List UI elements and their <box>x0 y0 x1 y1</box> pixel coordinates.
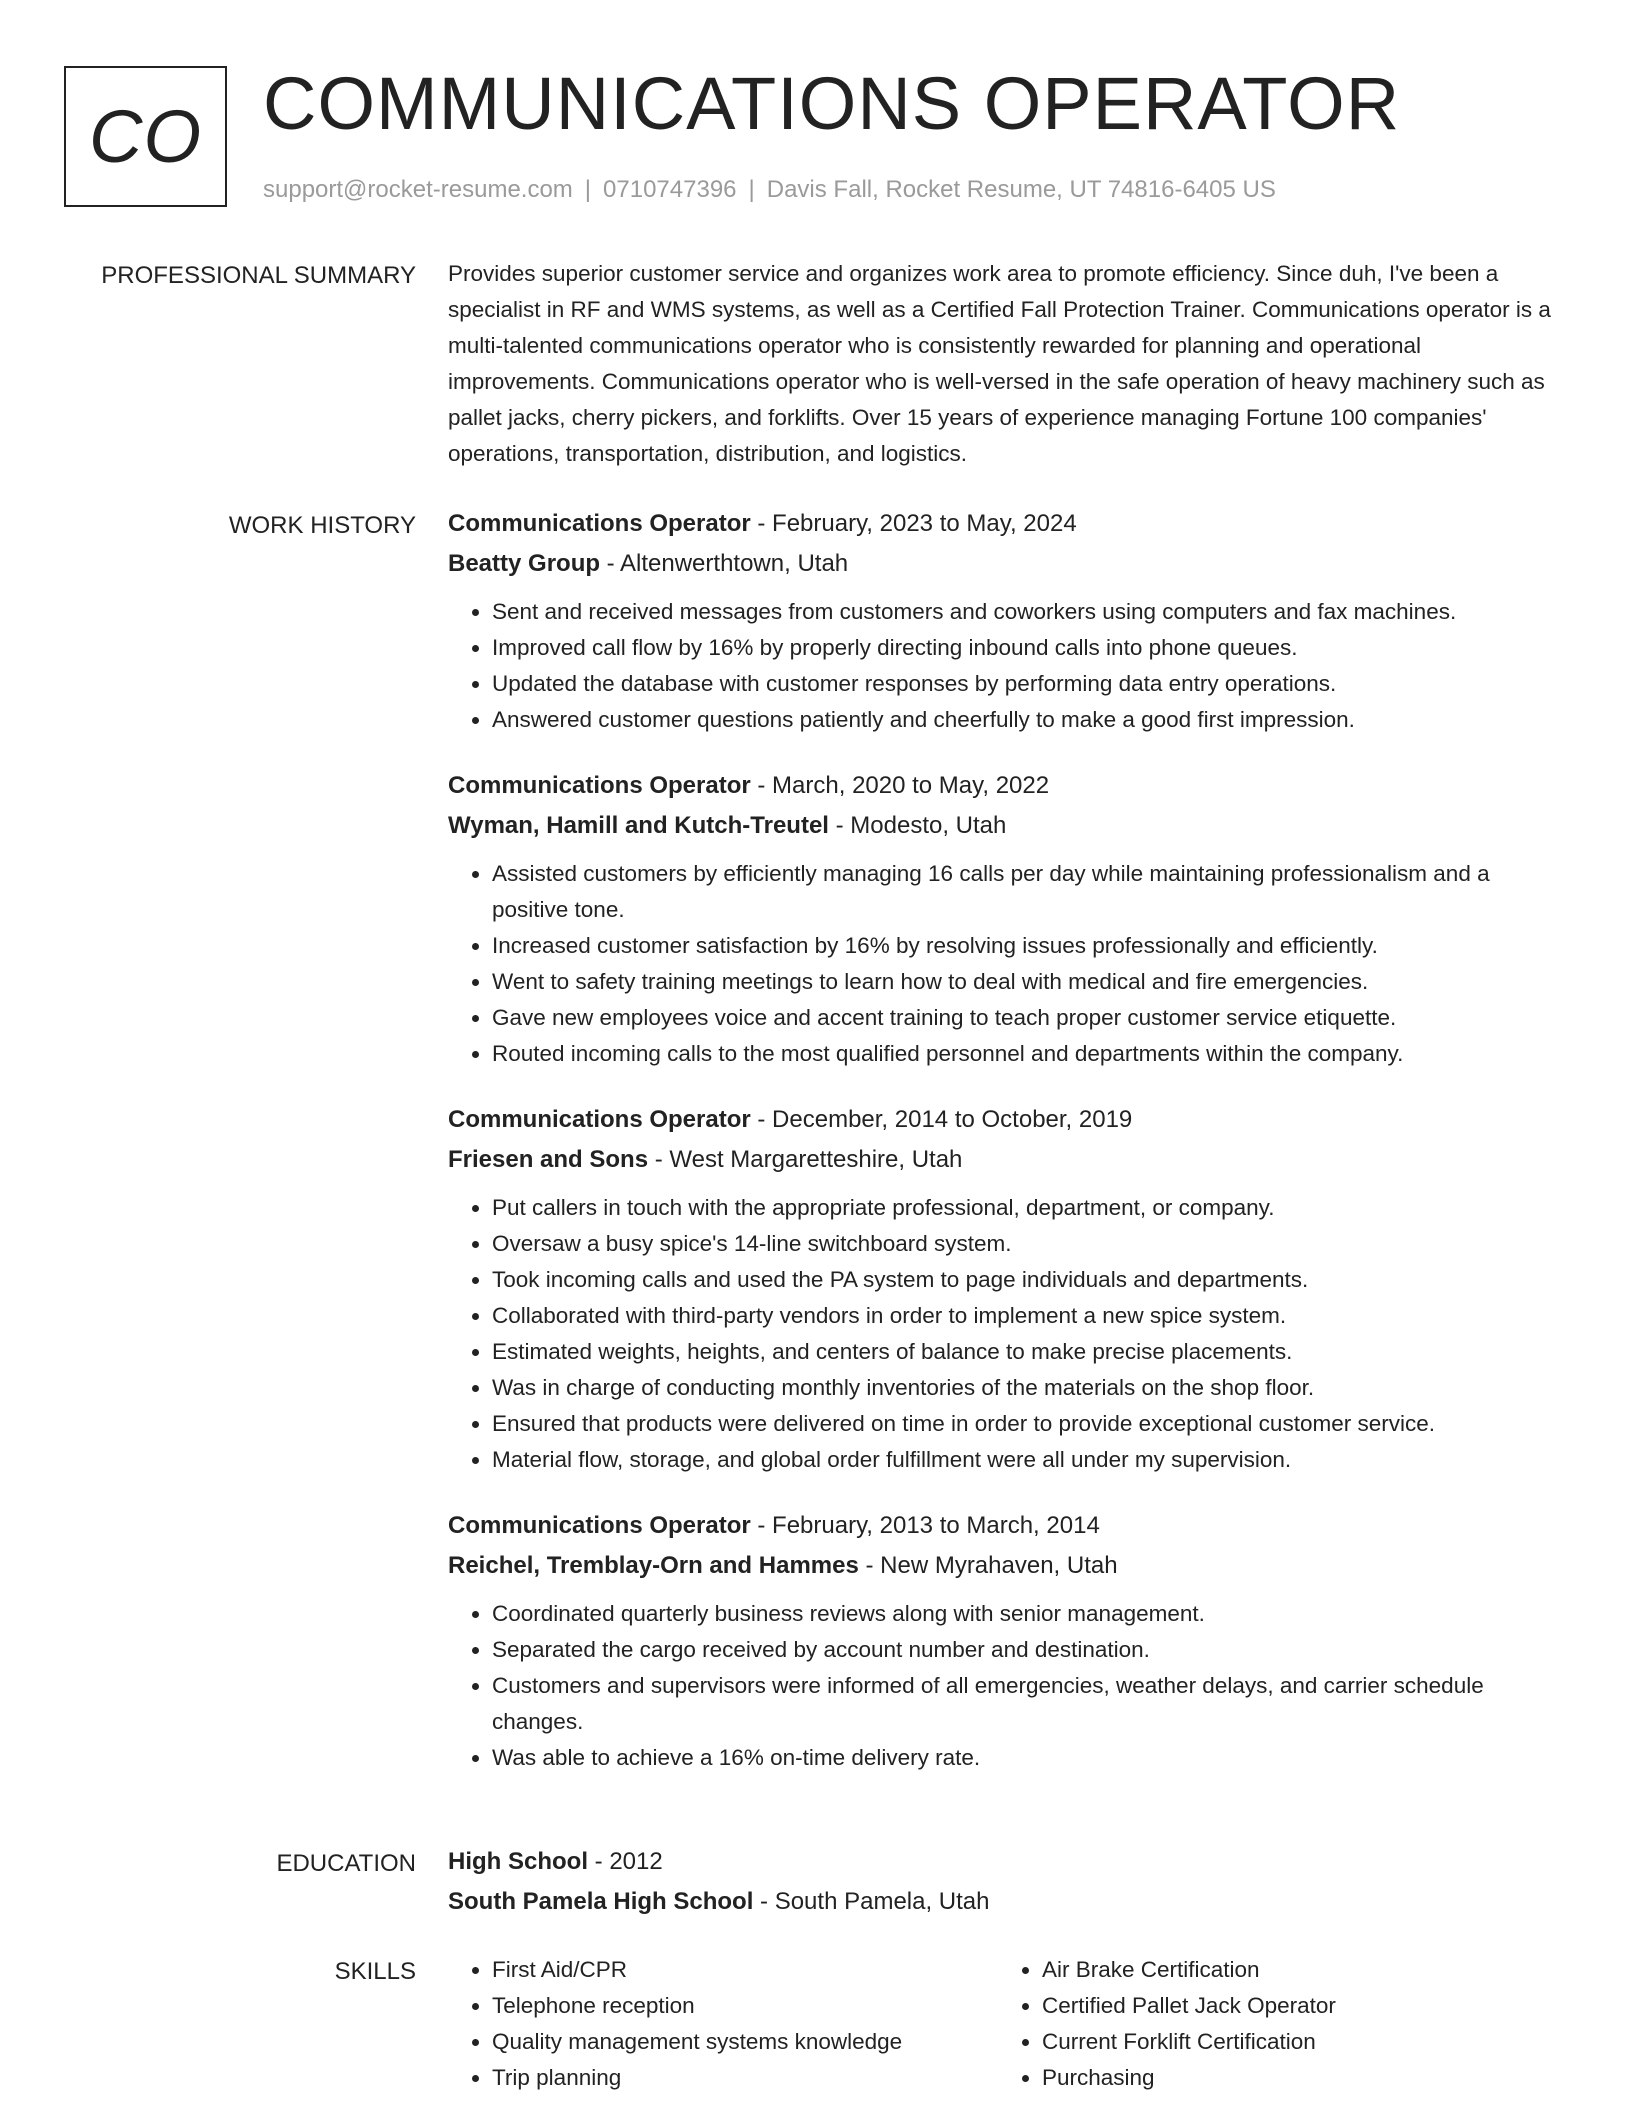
contact-phone[interactable]: 0710747396 <box>603 176 737 203</box>
job-entry <box>448 1506 1568 1776</box>
job-duty: • Ensured that products were delivered on time in order to provide exceptional customer service. <box>492 1406 1568 1442</box>
job-company: Wyman, Hamill and Kutch-Treutel <box>448 812 829 839</box>
monogram-initials: CO <box>89 95 202 178</box>
job-location: - West Margaretteshire, Utah <box>648 1146 963 1173</box>
job-entry <box>448 766 1568 1072</box>
job-duties-list <box>448 594 1568 738</box>
job-duty: • Material flow, storage, and global order fulfillment were all under my supervision. <box>492 1442 1568 1478</box>
job-duties-list <box>448 1190 1568 1478</box>
job-duty: • Gave new employees voice and accent training to teach proper customer service etiquette. <box>492 1000 1568 1036</box>
job-entry <box>448 1100 1568 1478</box>
contact-separator: | <box>748 176 755 203</box>
work-history-heading: WORK HISTORY <box>228 512 416 539</box>
skill-item: • Trip planning <box>492 2060 998 2096</box>
skills-column-left <box>448 1952 998 2096</box>
skills-grid <box>448 1952 1568 2096</box>
skill-item: • Telephone reception <box>492 1988 998 2024</box>
job-duty: • Was in charge of conducting monthly inventories of the materials on the shop floor. <box>492 1370 1568 1406</box>
job-duty: • Answered customer questions patiently and cheerfully to make a good first impression. <box>492 702 1568 738</box>
job-title: Communications Operator <box>448 1512 751 1539</box>
job-title-line <box>448 504 1568 544</box>
skill-item: • Air Brake Certification <box>1042 1952 1548 1988</box>
contact-line <box>263 176 1276 204</box>
education-year: - 2012 <box>588 1848 663 1875</box>
job-title-line <box>448 1100 1568 1140</box>
job-company: Friesen and Sons <box>448 1146 649 1173</box>
job-duty: • Collaborated with third-party vendors in order to implement a new spice system. <box>492 1298 1568 1334</box>
contact-address: Davis Fall, Rocket Resume, UT 74816-6405 US <box>766 176 1276 203</box>
education-degree-line <box>448 1842 1568 1882</box>
job-duty: • Separated the cargo received by account number and destination. <box>492 1632 1568 1668</box>
skill-item: • Purchasing <box>1042 2060 1548 2096</box>
education-degree: High School <box>448 1848 588 1875</box>
job-company-line <box>448 806 1568 846</box>
job-duty: • Assisted customers by efficiently managing 16 calls per day while maintaining professionalism and a positive tone. <box>492 856 1568 928</box>
skill-item: • First Aid/CPR <box>492 1952 998 1988</box>
job-company: Reichel, Tremblay-Orn and Hammes <box>448 1552 859 1579</box>
job-dates: - March, 2020 to May, 2022 <box>750 772 1050 799</box>
job-company-line <box>448 1140 1568 1180</box>
job-duty: • Took incoming calls and used the PA system to page individuals and departments. <box>492 1262 1568 1298</box>
job-location: - New Myrahaven, Utah <box>858 1552 1118 1579</box>
skills-heading: SKILLS <box>334 1958 416 1985</box>
education-location: - South Pamela, Utah <box>753 1888 990 1915</box>
education-heading: EDUCATION <box>276 1850 416 1877</box>
skill-item: • Current Forklift Certification <box>1042 2024 1548 2060</box>
job-duty: • Coordinated quarterly business reviews along with senior management. <box>492 1596 1568 1632</box>
job-duty: • Went to safety training meetings to learn how to deal with medical and fire emergencies. <box>492 964 1568 1000</box>
summary-text: Provides superior customer service and organizes work area to promote efficiency. Since duh, I've been a specialist in RF and WMS systems, as well as a Certified Fall Protection Trainer. Communications operator is a multi-talented communications operator who is consistently rewarded for planning and operational improvements. Communications operator who is well-versed in the safe operation of heavy machinery such as pallet jacks, cherry pickers, and forklifts. Over 15 years of experience managing Fortune 100 companies' operations, transportation, distribution, and logistics. <box>448 261 1551 466</box>
job-title-line <box>448 766 1568 806</box>
contact-separator: | <box>584 176 592 203</box>
job-title: Communications Operator <box>448 510 751 537</box>
education-school: South Pamela High School <box>448 1888 754 1915</box>
job-entry <box>448 504 1568 738</box>
skill-item: • Certified Pallet Jack Operator <box>1042 1988 1548 2024</box>
job-duty: • Increased customer satisfaction by 16% by resolving issues professionally and efficiently. <box>492 928 1568 964</box>
job-company-line <box>448 1546 1568 1586</box>
job-duty: • Updated the database with customer responses by performing data entry operations. <box>492 666 1568 702</box>
contact-email[interactable]: support@rocket-resume.com <box>263 176 573 203</box>
job-duty: • Estimated weights, heights, and centers of balance to make precise placements. <box>492 1334 1568 1370</box>
job-title: Communications Operator <box>448 1106 751 1133</box>
candidate-name: COMMUNICATIONS OPERATOR <box>263 62 1401 145</box>
job-title: Communications Operator <box>448 772 751 799</box>
job-duty: • Customers and supervisors were informed of all emergencies, weather delays, and carrier schedule changes. <box>492 1668 1568 1740</box>
job-duty: • Improved call flow by 16% by properly directing inbound calls into phone queues. <box>492 630 1568 666</box>
job-dates: - February, 2023 to May, 2024 <box>750 510 1077 537</box>
job-duties-list <box>448 856 1568 1072</box>
job-dates: - February, 2013 to March, 2014 <box>750 1512 1100 1539</box>
job-duty: • Oversaw a busy spice's 14-line switchboard system. <box>492 1226 1568 1262</box>
job-title-line <box>448 1506 1568 1546</box>
job-duty: • Routed incoming calls to the most qualified personnel and departments within the company. <box>492 1036 1568 1072</box>
job-company-line <box>448 544 1568 584</box>
job-location: - Modesto, Utah <box>828 812 1007 839</box>
job-duty: • Was able to achieve a 16% on-time delivery rate. <box>492 1740 1568 1776</box>
job-location: - Altenwerthtown, Utah <box>600 550 849 577</box>
job-company: Beatty Group <box>448 550 601 577</box>
summary-heading: PROFESSIONAL SUMMARY <box>101 262 416 289</box>
skill-item: • Quality management systems knowledge <box>492 2024 998 2060</box>
job-duties-list <box>448 1596 1568 1776</box>
job-duty: • Sent and received messages from customers and coworkers using computers and fax machines. <box>492 594 1568 630</box>
job-dates: - December, 2014 to October, 2019 <box>750 1106 1133 1133</box>
skills-column-right <box>998 1952 1548 2096</box>
education-school-line <box>448 1882 1568 1922</box>
job-duty: • Put callers in touch with the appropriate professional, department, or company. <box>492 1190 1568 1226</box>
monogram-box <box>64 66 227 207</box>
